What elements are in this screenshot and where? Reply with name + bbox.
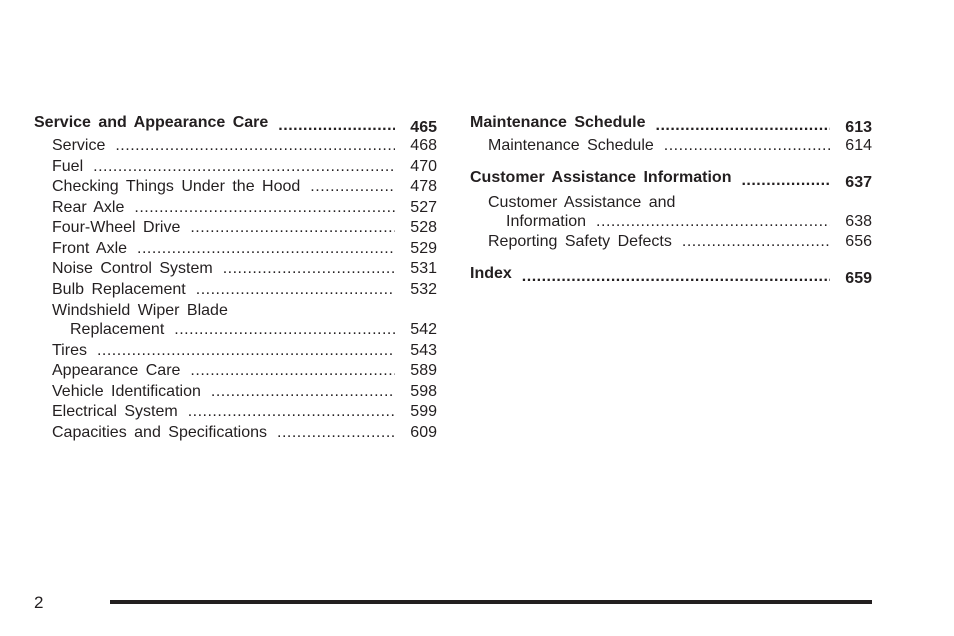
toc-item-noise-control[interactable]	[34, 259, 437, 280]
toc-leader-dots	[310, 177, 395, 198]
toc-leader-dots	[277, 423, 395, 444]
toc-item-electrical-system[interactable]	[34, 402, 437, 423]
toc-item-label: Reporting Safety Defects	[488, 233, 672, 250]
toc-leader-dots	[682, 232, 830, 253]
toc-item-label-line2: Information	[506, 212, 587, 230]
toc-page-number: 543	[410, 341, 437, 359]
toc-leader-dots	[134, 198, 395, 219]
toc-item-label: Rear Axle	[52, 198, 125, 216]
toc-item-bulb-replacement[interactable]	[34, 280, 437, 301]
toc-page-number: 542	[410, 321, 437, 338]
toc-leader-dots	[596, 212, 830, 233]
toc-item-service[interactable]	[34, 136, 437, 157]
toc-page-number: 656	[845, 233, 872, 250]
toc-item-customer-assistance-info[interactable]	[470, 194, 872, 233]
toc-item-continuation	[488, 212, 872, 233]
toc-item-checking-things[interactable]	[34, 177, 437, 198]
toc-section-label: Maintenance Schedule	[470, 113, 646, 131]
toc-leader-dots	[278, 116, 395, 137]
toc-item-label: Four-Wheel Drive	[52, 219, 181, 236]
toc-page-number: 598	[410, 382, 437, 400]
footer-page-number: 2	[34, 593, 44, 612]
toc-leader-dots	[656, 116, 831, 137]
section-spacer	[470, 157, 872, 166]
toc-leader-dots	[188, 402, 395, 423]
toc-leader-dots	[211, 382, 395, 403]
toc-page-number: 638	[845, 212, 872, 230]
toc-page-number: 589	[410, 362, 437, 379]
section-spacer	[470, 253, 872, 262]
toc-leader-dots	[741, 171, 830, 192]
toc-item-maintenance-schedule[interactable]	[470, 136, 872, 157]
toc-page-number: 529	[410, 239, 437, 257]
toc-leader-dots	[522, 267, 830, 288]
toc-item-label: Maintenance Schedule	[488, 137, 654, 154]
toc-leader-dots	[137, 239, 395, 260]
toc-item-label: Appearance Care	[52, 362, 181, 379]
toc-item-label: Vehicle Identification	[52, 382, 201, 400]
toc-page-number: 659	[845, 270, 872, 287]
toc-leader-dots	[190, 361, 395, 382]
toc-section-index[interactable]	[470, 262, 872, 288]
toc-item-front-axle[interactable]	[34, 239, 437, 260]
toc-item-appearance-care[interactable]	[34, 361, 437, 382]
toc-leader-dots	[97, 341, 395, 362]
toc-page-number: 531	[410, 260, 437, 277]
toc-leader-dots	[190, 218, 395, 239]
toc-leader-dots	[93, 157, 395, 178]
toc-page-number: 599	[410, 403, 437, 420]
toc-item-reporting-safety-defects[interactable]	[470, 232, 872, 253]
toc-page-number: 637	[845, 174, 872, 191]
toc-item-label: Front Axle	[52, 239, 128, 257]
toc-page-number: 527	[410, 198, 437, 216]
toc-page-number: 465	[410, 118, 437, 136]
toc-item-fuel[interactable]	[34, 157, 437, 178]
toc-section-label: Index	[470, 265, 512, 282]
toc-item-label: Bulb Replacement	[52, 280, 186, 298]
toc-item-label: Noise Control System	[52, 260, 213, 277]
toc-leader-dots	[664, 136, 830, 157]
toc-item-windshield-wiper[interactable]	[34, 302, 437, 341]
toc-section-label: Service and Appearance Care	[34, 113, 269, 131]
toc-right-column	[470, 110, 872, 288]
toc-item-capacities[interactable]	[34, 423, 437, 444]
toc-item-continuation	[52, 320, 437, 341]
toc-page-number: 532	[410, 280, 437, 298]
toc-section-customer-assistance[interactable]	[470, 166, 872, 192]
toc-item-label: Service	[52, 137, 106, 154]
toc-page-number: 478	[410, 178, 437, 195]
toc-page-number: 470	[410, 157, 437, 175]
toc-page-number: 528	[410, 219, 437, 236]
toc-item-label-line1: Windshield Wiper Blade	[52, 302, 228, 319]
toc-item-tires[interactable]	[34, 341, 437, 362]
toc-item-label: Fuel	[52, 157, 84, 175]
toc-page-number: 468	[410, 137, 437, 154]
toc-leader-dots	[115, 136, 395, 157]
toc-page-number: 609	[410, 423, 437, 441]
toc-item-label: Electrical System	[52, 403, 178, 420]
toc-section-label: Customer Assistance Information	[470, 169, 732, 186]
toc-page-number: 614	[845, 137, 872, 154]
toc-item-rear-axle[interactable]	[34, 198, 437, 219]
toc-item-label-line1: Customer Assistance and	[488, 193, 676, 211]
toc-leader-dots	[196, 280, 395, 301]
toc-item-four-wheel-drive[interactable]	[34, 218, 437, 239]
toc-left-column	[34, 110, 437, 443]
toc-section-maintenance-schedule[interactable]	[470, 110, 872, 136]
toc-item-label: Checking Things Under the Hood	[52, 178, 301, 195]
toc-page-number: 613	[845, 118, 872, 136]
toc-leader-dots	[174, 320, 395, 341]
toc-item-label-line2: Replacement	[70, 321, 165, 338]
footer-rule	[110, 600, 872, 604]
toc-section-service-appearance[interactable]	[34, 110, 437, 136]
toc-item-label: Capacities and Specifications	[52, 423, 268, 441]
toc-item-vehicle-identification[interactable]	[34, 382, 437, 403]
toc-leader-dots	[223, 259, 395, 280]
toc-item-label: Tires	[52, 341, 87, 359]
